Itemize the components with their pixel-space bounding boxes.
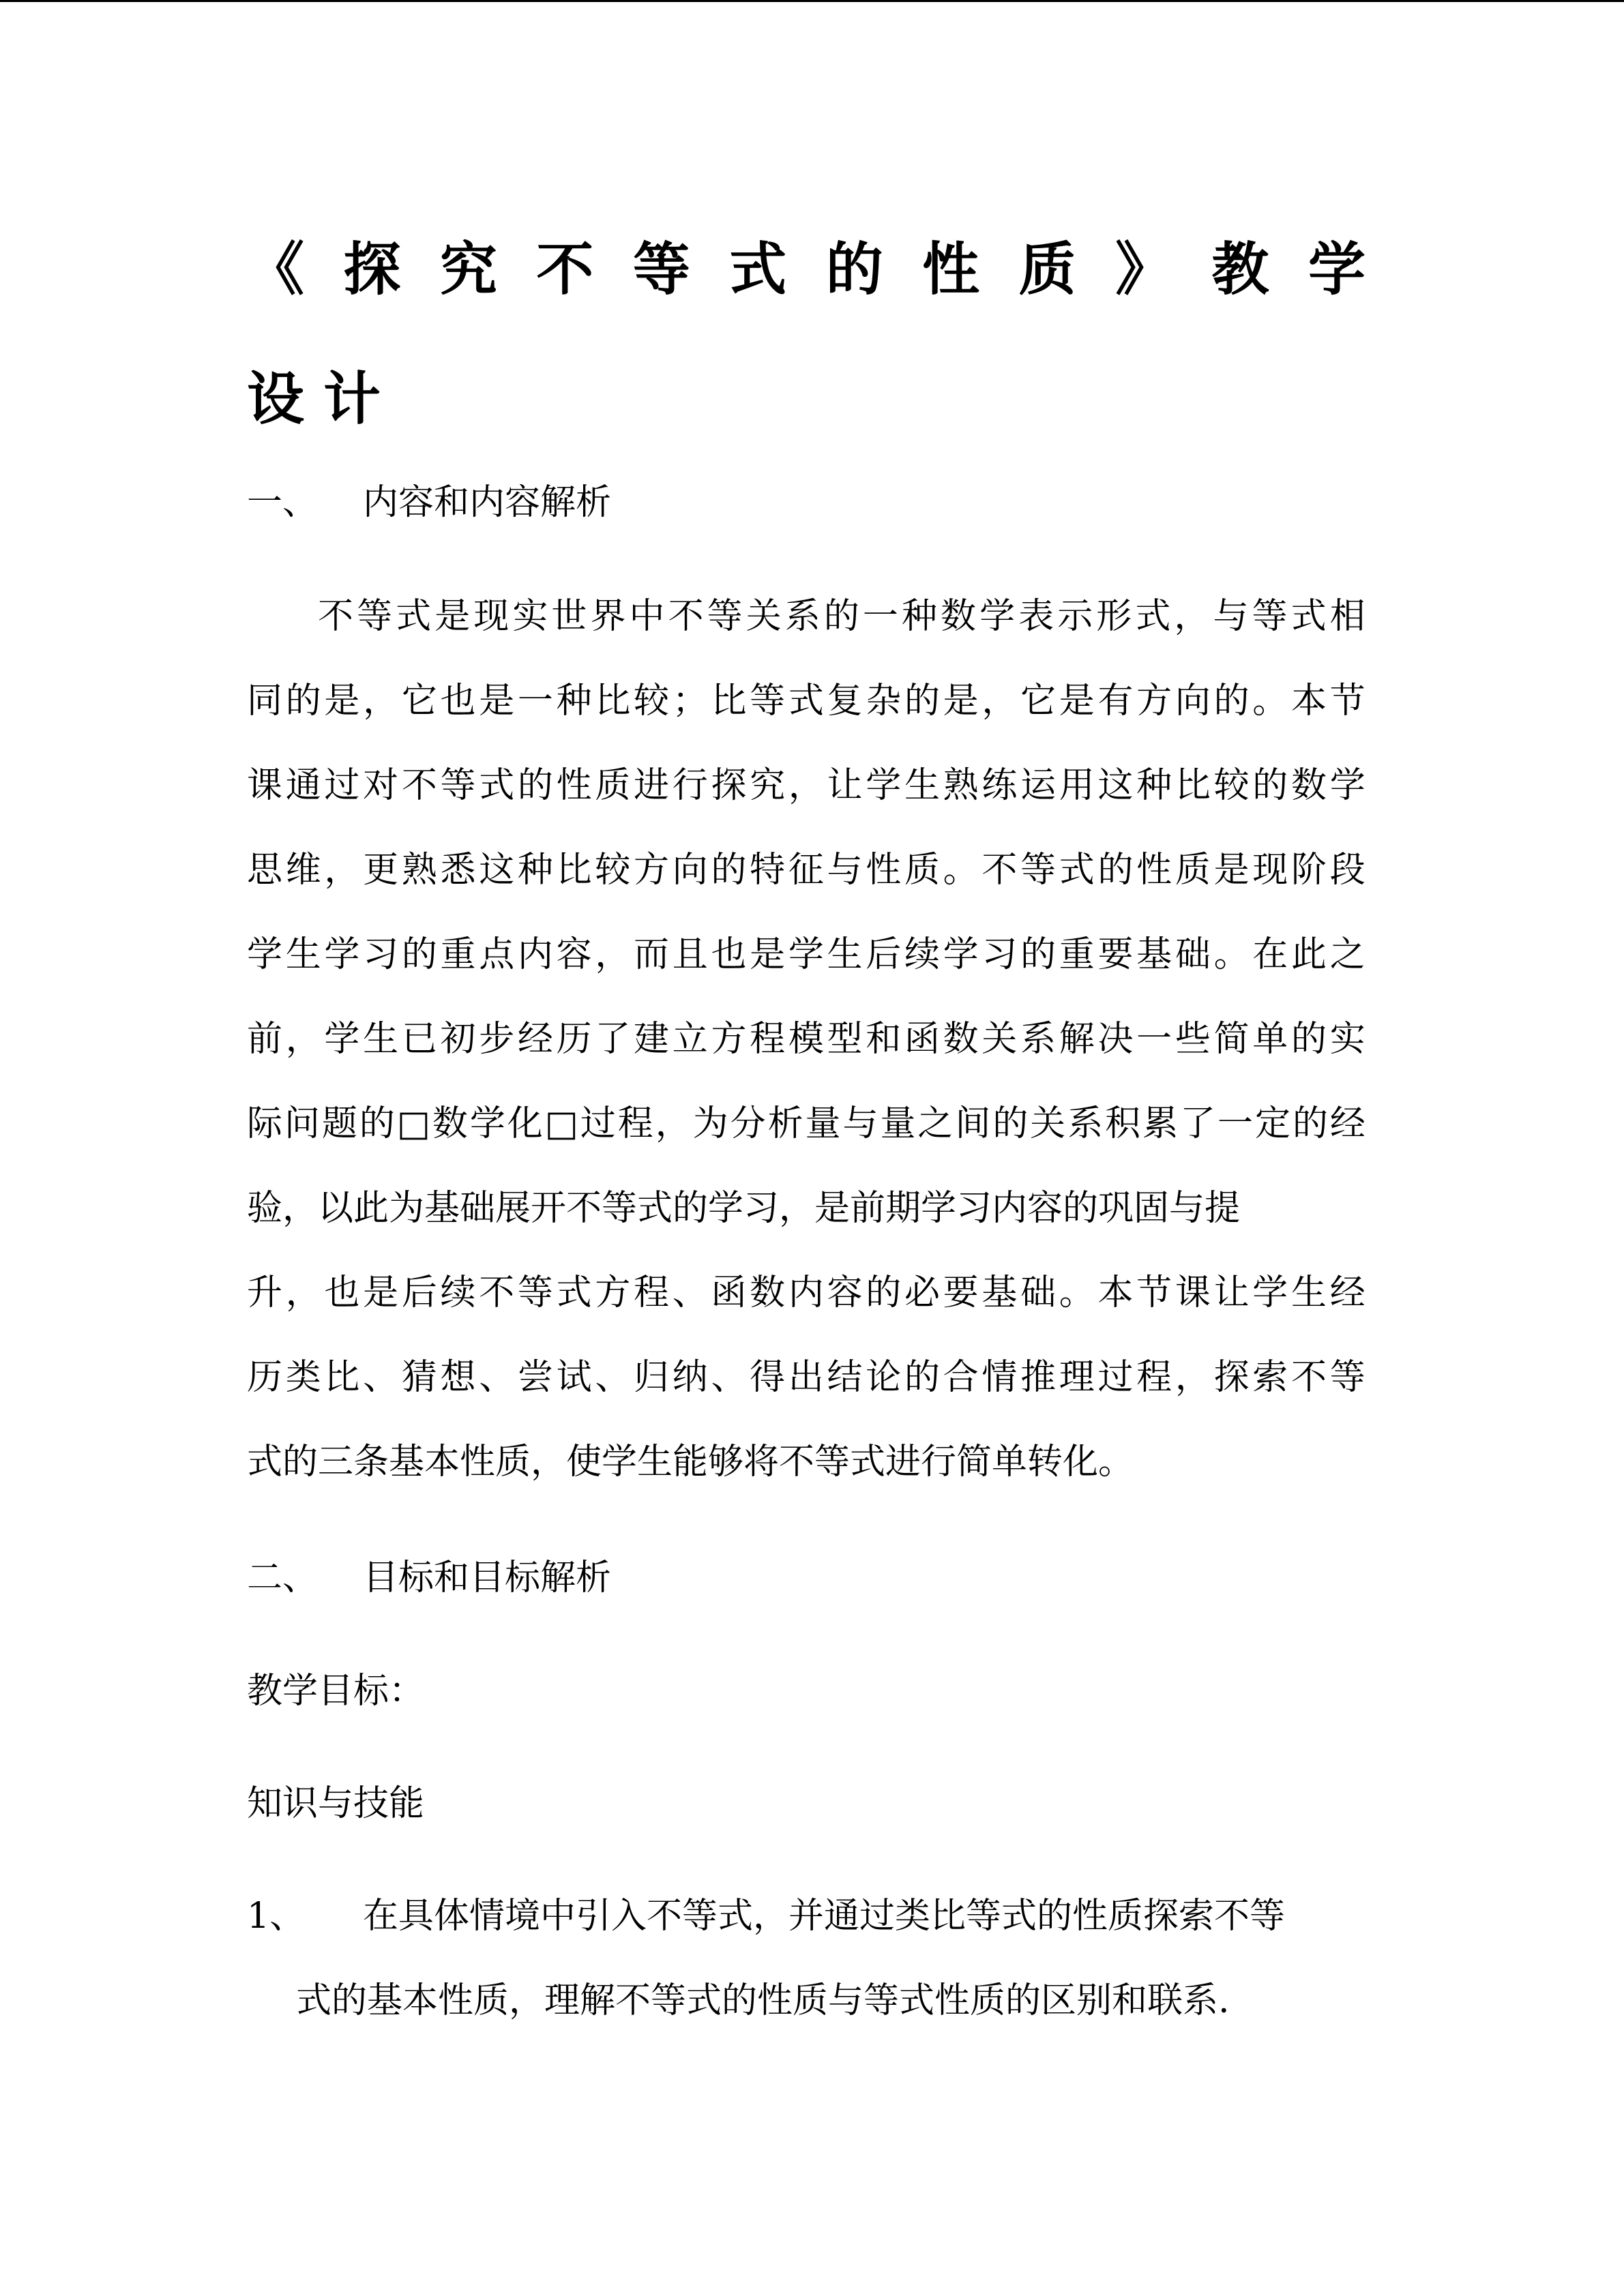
paragraph-line: 际 问 题 的 □ 数 学 化 □ 过 程 ， 为 分 析 量 与 量 之 间 的 关 系 积 累 了 一 定 的 经 [247,1103,1365,1144]
goal-item-line-1 [247,1874,1365,1958]
paragraph-line: 同 的 是 ， 它 也 是 一 种 比 较 ； 比 等 式 复 杂 的 是 ， 它 是 有 方 向 的 。 本 节 [247,681,1365,721]
paragraph-line: 式的三条基本性质，使学生能够将不等式进行简单转化。 [247,1442,1134,1482]
goal-item-number: 1、 [247,1896,306,1937]
paragraph-line: 验，以此为基础展开不等式的学习，是前期学习内容的巩固与提 [247,1188,1241,1229]
title-char: 等 [632,236,690,303]
teaching-goals-label: 教学目标： [247,1671,425,1712]
goal-item-1 [247,1874,1365,2043]
paragraph-line: 升 ， 也 是 后 续 不 等 式 方 程 、 函 数 内 容 的 必 要 基 础 。 本 节 课 让 学 生 经 [247,1272,1365,1313]
section-heading-goals [247,1551,611,1605]
document-title-line-1 [247,232,1365,307]
title-char: 学 [1308,236,1365,303]
section-label: 内容和内容解析 [363,482,612,523]
title-char: 的 [825,236,883,303]
goal-item-line-2: 式的基本性质，理解不等式的性质与等式性质的区别和联系. [296,1980,1230,2021]
section-heading-content [247,475,611,530]
page-top-border [0,0,1624,2]
title-char: 不 [536,236,594,303]
document-title-line-2: 设计 [247,366,400,432]
title-char: 性 [922,236,980,303]
section-number: 一、 [247,482,319,523]
title-char: 》 [1115,236,1173,303]
section-label: 目标和目标解析 [363,1557,612,1598]
title-char: 式 [729,236,787,303]
paragraph-line: 历 类 比 、 猜 想 、 尝 试 、 归 纳 、 得 出 结 论 的 合 情 推 理 过 程 ， 探 索 不 等 [247,1357,1365,1398]
title-char: 探 [343,236,401,303]
paragraph-line: 学 生 学 习 的 重 点 内 容 ， 而 且 也 是 学 生 后 续 学 习 的 重 要 基 础 。 在 此 之 [247,934,1365,975]
paragraph-line: 不 等 式 是 现 实 世 界 中 不 等 关 系 的 一 种 数 学 表 示 形 式 ， 与 等 式 相 [318,596,1365,637]
section-number: 二、 [247,1557,319,1598]
goal-item-text: 在具体情境中引入不等式，并通过类比等式的性质探索不等 [363,1896,1286,1937]
title-char: 教 [1211,236,1269,303]
title-char: 《 [247,236,305,303]
paragraph-line: 课 通 过 对 不 等 式 的 性 质 进 行 探 究 ， 让 学 生 熟 练 运 用 这 种 比 较 的 数 学 [247,765,1365,806]
title-char: 质 [1018,236,1076,303]
title-char: 究 [439,236,497,303]
knowledge-skills-label: 知识与技能 [247,1783,425,1824]
content-analysis-paragraph [247,574,1365,1504]
paragraph-line: 前 ， 学 生 已 初 步 经 历 了 建 立 方 程 模 型 和 函 数 关 系 解 决 一 些 简 单 的 实 [247,1019,1365,1060]
paragraph-line: 思 维 ， 更 熟 悉 这 种 比 较 方 向 的 特 征 与 性 质 。 不 等 式 的 性 质 是 现 阶 段 [247,850,1365,891]
